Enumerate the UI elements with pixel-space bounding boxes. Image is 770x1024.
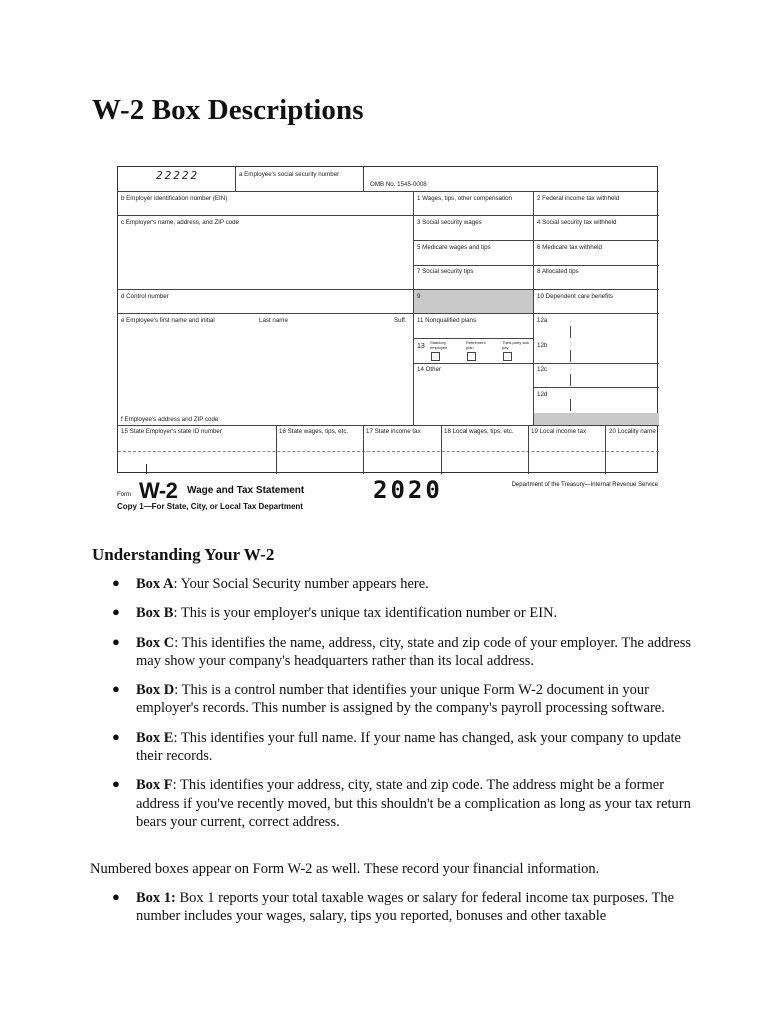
box-e-first-label: e Employee's first name and initial <box>121 317 215 324</box>
section-heading: Understanding Your W-2 <box>92 545 275 564</box>
box-7-label: 7 Social security tips <box>417 268 474 275</box>
box-12a-label: 12a <box>537 317 548 324</box>
box-12c-label: 12c <box>537 366 547 373</box>
box-12b-label: 12b <box>537 342 548 349</box>
box-letter-list <box>112 575 692 842</box>
retirement-plan-label: Retirement plan <box>466 340 486 350</box>
box-16-label: 16 State wages, tips, etc. <box>279 428 349 435</box>
form-word: Form <box>117 492 131 498</box>
omb-label: OMB No. 1545-0008 <box>370 181 427 188</box>
box-d-label: d Control number <box>121 293 169 300</box>
form-year: 2020 <box>373 476 443 504</box>
box-f-label: f Employee's address and ZIP code <box>121 416 219 423</box>
box-9-label: 9 <box>417 293 421 300</box>
void-code: 22222 <box>156 169 200 182</box>
box-8-label: 8 Allocated tips <box>537 268 579 275</box>
form-code: W-2 <box>139 478 178 503</box>
box-18-label: 18 Local wages, tips, etc. <box>444 428 514 435</box>
box-12d-label: 12d <box>537 391 548 398</box>
box-10-label: 10 Dependent care benefits <box>537 293 614 300</box>
list-item: ● Box B: This is your employer's unique tax identification number or EIN. <box>112 604 558 622</box>
box-b-label: b Employer identification number (EIN) <box>121 195 228 202</box>
box-number-list <box>112 889 692 926</box>
w2-form-footer <box>117 478 662 518</box>
box-3-label: 3 Social security wages <box>417 219 482 226</box>
form-copy: Copy 1—For State, City, or Local Tax Department <box>117 502 303 511</box>
box-17-label: 17 State income tax <box>366 428 421 435</box>
box-13-label: 13 <box>417 343 425 350</box>
box-1-label: 1 Wages, tips, other compensation <box>417 195 513 202</box>
list-item: ● Box D: This is a control number that identifies your unique Form W-2 document in your employer's records. This number is assigned by the company's payroll processing software. <box>112 681 665 717</box>
box-19-label: 19 Local income tax <box>531 428 587 435</box>
retirement-checkbox <box>467 352 476 361</box>
box-e-suff-label: Suff. <box>394 317 407 324</box>
form-title: Wage and Tax Statement <box>187 485 305 496</box>
w2-form-image <box>117 166 658 473</box>
box-4-label: 4 Social security tax withheld <box>537 219 617 226</box>
list-item: ● Box E: This identifies your full name. If your name has changed, ask your company to update their records. <box>112 728 681 765</box>
list-item: ● Box A: Your Social Security number appears here. <box>112 575 429 592</box>
form-dept: Department of the Treasury—Internal Revenue Service <box>511 482 658 488</box>
page-title: W-2 Box Descriptions <box>92 94 364 126</box>
box-c-label: c Employer's name, address, and ZIP code <box>121 219 240 226</box>
box-2-label: 2 Federal income tax withheld <box>537 195 620 202</box>
box-15-label: 15 State Employer's state ID number <box>121 428 222 435</box>
statutory-checkbox <box>431 352 440 361</box>
list-item: ● Box F: This identifies your address, city, state and zip code. The address might be a former address if you've recently moved, but this shouldn't be a complication as long as your tax return bears your current, correct address. <box>112 776 691 830</box>
box-11-label: 11 Nonqualified plans <box>417 317 477 324</box>
box-e-last-label: Last name <box>259 317 288 324</box>
third-party-checkbox <box>503 352 512 361</box>
third-party-sick-pay-label: Third-party sick pay <box>502 340 530 350</box>
box-5-label: 5 Medicare wages and tips <box>417 244 491 251</box>
list-item: ● Box C: This identifies the name, address, city, state and zip code of your employer. The address may show your company's headquarters rather than its local address. <box>112 633 692 669</box>
box-20-label: 20 Locality name <box>609 428 656 435</box>
box-14-label: 14 Other <box>417 366 442 373</box>
box-a-label: a Employee's social security number <box>239 171 340 178</box>
box-6-label: 6 Medicare tax withheld <box>537 244 603 251</box>
statutory-employee-label: Statutory employee <box>430 340 448 350</box>
list-item: ● Box 1: Box 1 reports your total taxable wages or salary for federal income tax purposes. The number includes your wages, salary, tips you reported, bonuses and other taxable <box>112 889 675 925</box>
numbered-boxes-paragraph: Numbered boxes appear on Form W-2 as well. These record your financial information. <box>90 861 600 877</box>
